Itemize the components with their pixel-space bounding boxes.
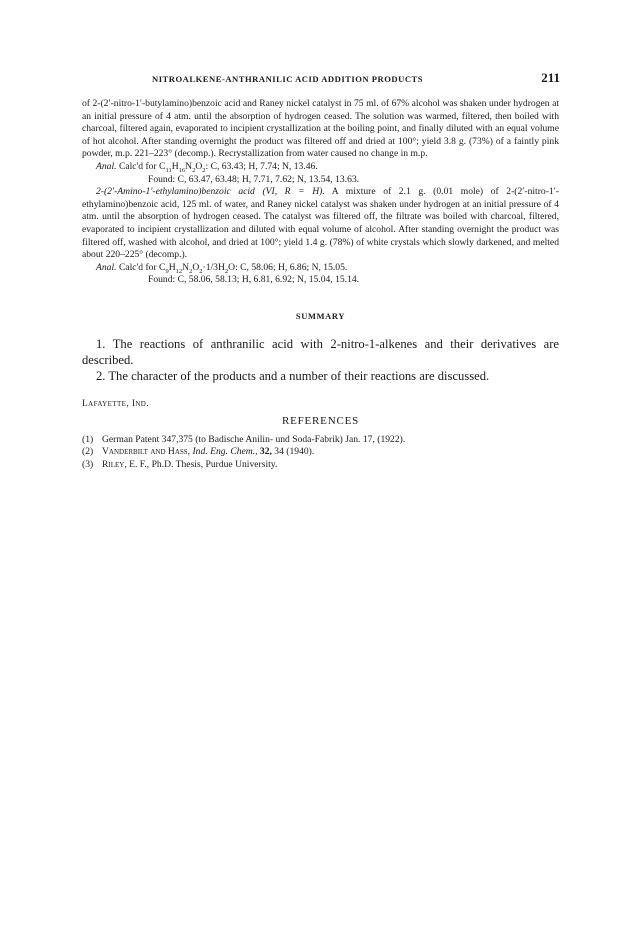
author-location: Lafayette, Ind. [82, 398, 149, 409]
reference-volume: 32, [257, 446, 272, 458]
reference-text: German Patent 347,375 (to Badische Anilin- und Soda-Fabrik) Jan. 17, (1922). [102, 433, 406, 445]
reference-text: Riley, E. F., Ph.D. Thesis, Purdue University. [102, 458, 278, 470]
summary-item: 1. The reactions of anthranilic acid with 2-nitro-1-alkenes and their derivatives are described. [82, 336, 559, 367]
analysis-label: Anal. [96, 160, 117, 172]
analysis-2-calcd: Anal. Calc'd for $C_9H_{12}N_2O_2\cdot 1/3H_2O$: C, 58.06; H, 6.86; N, 15.05. [96, 261, 348, 275]
paragraph-1: of 2-(2′-nitro-1′-butylamino)benzoic acid and Raney nickel catalyst in 75 ml. of 67% alcohol was shaken under hydrogen at an initial pressure of 4 atm. until the absorption of hydrogen ceased. The solution was warmed, filtered, then boiled with charcoal, filtered again, evaporated to incipient crystallization at the boiling point, and finally diluted with an equal volume of hot alcohol. After standing overnight the product was filtered off and dried at 100°; yield 3.8 g. (73%) of a faintly pink powder, m.p. 221–223° (decomp.). Recrystallization from water caused no change in m.p. [82, 98, 559, 160]
analysis-2 [82, 262, 559, 287]
reference-number: (3) [82, 458, 94, 470]
analysis-1 [82, 161, 559, 186]
paragraph-2: 2-(2′-Amino-1′-ethylamino)benzoic acid (VI, R = H). A mixture of 2.1 g. (0.01 mole) of 2-(2′-nitro-1′-ethylamino)benzoic acid, 125 ml. of water, and Raney nickel catalyst was shaken under hydrogen at an initial pressure of 4 atm. until the absorption of hydrogen ceased. The catalyst was filtered off, the filtrate was boiled with charcoal, filtered, evaporated to incipient crystallization and diluted with equal volume of alcohol. After standing overnight the product was filtered off, washed with alcohol, and dried at 100°; yield 1.4 g. (78%) of white crystals which slowly darkened, and melted about 220–225° (decomp.). [82, 186, 559, 261]
references-heading: REFERENCES [281, 415, 360, 428]
compound-title: 2-(2′-Amino-1′-ethylamino)benzoic acid (VI, R = H). [96, 186, 325, 198]
analysis-1-calcd: Anal. Calc'd for $C_{11}H_{16}N_2O_2$: C, 63.43; H, 7.74; N, 13.46. [96, 160, 318, 174]
analysis-1-found: Found: C, 63.47, 63.48; H, 7.71, 7.62; N, 13.54, 13.63. [148, 173, 360, 185]
reference-item [82, 446, 559, 459]
reference-number: (1) [82, 433, 94, 445]
reference-authors: Riley, [102, 458, 127, 470]
reference-authors: Vanderbilt and Hass, [102, 446, 191, 458]
reference-item [82, 434, 559, 447]
reference-item [82, 459, 559, 472]
body-text [82, 98, 559, 471]
summary-item: 2. The character of the products and a number of their reactions are discussed. [96, 368, 490, 383]
reference-text: Vanderbilt and Hass, Ind. Eng. Chem., 32, 34 (1940). [102, 446, 315, 458]
analysis-2-found: Found: C, 58.06, 58.13; H, 6.81, 6.92; N, 15.04, 15.14. [148, 274, 360, 286]
reference-journal: Ind. Eng. Chem., [190, 446, 258, 458]
running-head [82, 70, 560, 90]
reference-number: (2) [82, 446, 94, 458]
summary-heading: SUMMARY [295, 311, 346, 321]
analysis-label: Anal. [96, 261, 117, 273]
running-title: NITROALKENE-ANTHRANILIC ACID ADDITION PRODUCTS [152, 74, 424, 84]
page-number: 211 [541, 70, 560, 85]
